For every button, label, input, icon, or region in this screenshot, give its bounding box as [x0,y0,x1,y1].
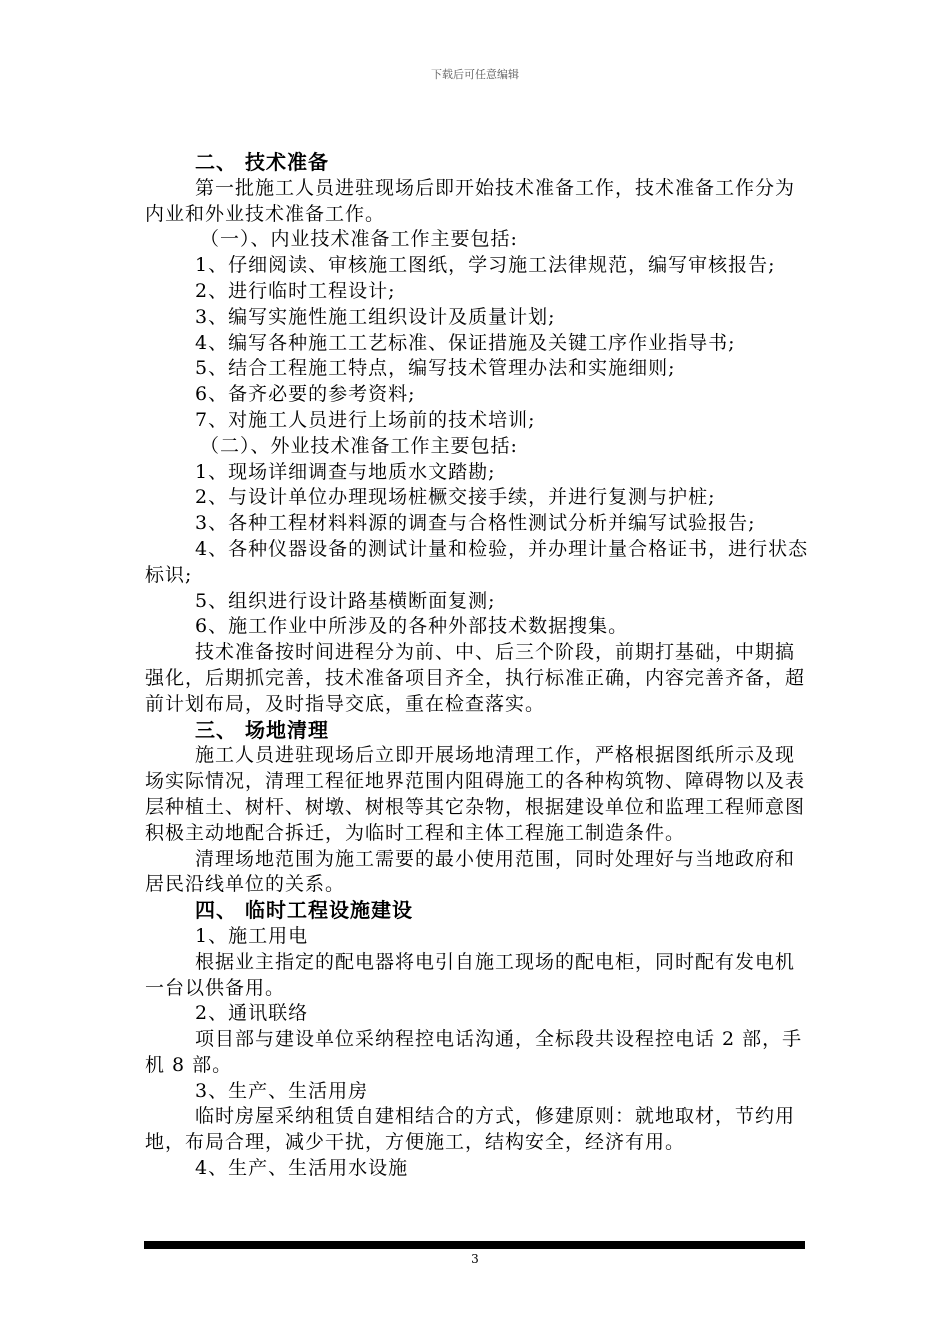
section-3-title: 三、 场地清理 [195,717,329,742]
subheading: 2、通讯联络 [195,1002,309,1025]
page-number: 3 [471,1252,479,1266]
paragraph: 技术准备按时间进程分为前、中、后三个阶段，前期打基础，中期搞强化，后期抓完善，技术准备项目齐全，执行标准正确，内容完善齐备，超前计划布局，及时指导交底，重在检查落实。 [145,641,806,715]
paragraph: 第一批施工人员进驻现场后即开始技术准备工作，技术准备工作分为内业和外业技术准备工作。 [145,176,796,225]
paragraph: 清理场地范围为施工需要的最小使用范围，同时处理好与当地政府和居民沿线单位的关系。 [145,847,796,896]
paragraph: 根据业主指定的配电器将电引自施工现场的配电柜，同时配有发电机一台以供备用。 [145,950,796,999]
list-item: 6、备齐必要的参考资料; [195,383,416,406]
list-item: 6、施工作业中所涉及的各种外部技术数据搜集。 [195,615,629,638]
list-item: 5、组织进行设计路基横断面复测; [195,589,496,612]
list-item: 4、编写各种施工工艺标准、保证措施及关键工序作业指导书; [195,331,736,354]
subheading: 1、施工用电 [195,924,309,947]
list-item: 3、各种工程材料料源的调查与合格性测试分析并编写试验报告; [195,512,756,535]
document-body [145,150,810,1182]
section-4-title: 四、 临时工程设施建设 [195,898,413,923]
list-item: 5、结合工程施工特点，编写技术管理办法和实施细则; [195,357,676,380]
paragraph: 项目部与建设单位采纳程控电话沟通，全标段共设程控电话 2 部，手机 8 部。 [145,1028,803,1076]
subheading: 3、生产、生活用房 [195,1079,369,1102]
subheading: （二）、外业技术准备工作主要包括: [200,434,518,457]
list-item: 1、现场详细调查与地质水文踏勘; [195,460,496,483]
section-2-title: 二、 技术准备 [195,150,329,174]
list-item: 2、与设计单位办理现场桩橛交接手续，并进行复测与护桩; [195,486,716,509]
subheading: （一）、内业技术准备工作主要包括: [200,228,518,251]
header-note: 下载后可任意编辑 [431,68,519,81]
subheading: 4、生产、生活用水设施 [195,1157,409,1180]
paragraph: 临时房屋采纳租赁自建相结合的方式，修建原则：就地取材，节约用地，布局合理，减少干扰，方便施工，结构安全，经济有用。 [145,1105,796,1154]
list-item: 3、编写实施性施工组织设计及质量计划; [195,305,556,328]
list-item: 1、仔细阅读、审核施工图纸，学习施工法律规范，编写审核报告; [195,254,776,277]
footer-rule [144,1241,805,1249]
list-item: 4、各种仪器设备的测试计量和检验，并办理计量合格证书，进行状态标识; [145,537,809,586]
paragraph: 施工人员进驻现场后立即开展场地清理工作，严格根据图纸所示及现场实际情况，清理工程征地界范围内阻碍施工的各种构筑物、障碍物以及表层种植土、树杆、树墩、树根等其它杂物，根据建设单位和监理工程师意图积极主动地配合拆迁，为临时工程和主体工程施工制造条件。 [145,744,806,844]
list-item: 7、对施工人员进行上场前的技术培训; [195,408,536,431]
list-item: 2、进行临时工程设计; [195,279,396,302]
